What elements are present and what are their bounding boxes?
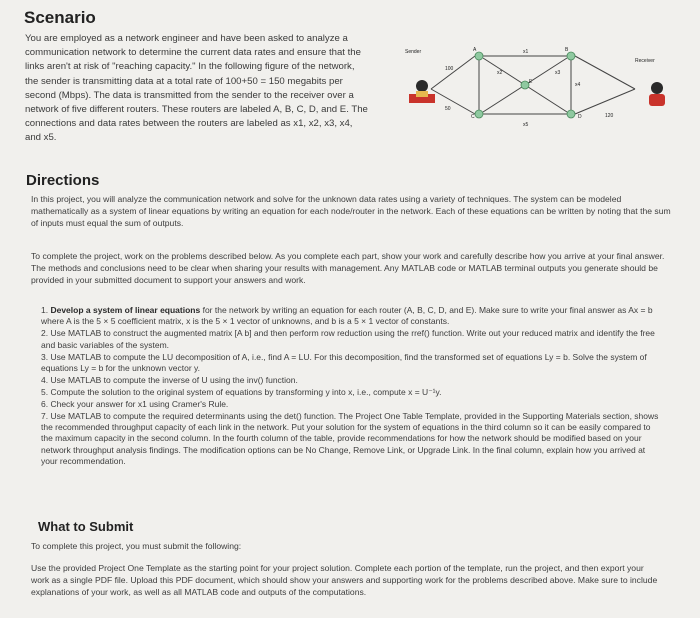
router-a-icon xyxy=(475,52,483,60)
link-x2: x2 xyxy=(497,70,503,76)
rate-top: 100 xyxy=(445,66,454,72)
step-item xyxy=(41,411,661,468)
router-b-icon xyxy=(567,52,575,60)
router-c-label: C xyxy=(471,114,475,120)
steps-list xyxy=(41,305,661,468)
step-text: Use MATLAB to compute the inverse of U using the inv() function. xyxy=(50,374,298,385)
step-number: 2. xyxy=(41,328,49,339)
submit-paragraph-1: To complete this project, you must submit the following: xyxy=(31,541,242,551)
step-text: Use MATLAB to construct the augmented matrix [A b] and then perform row reduction using the rref() function. Write out your reduced matrix and identify the free and basic variables of the system. xyxy=(41,328,655,350)
router-d-icon xyxy=(567,110,575,118)
step-number: 7. xyxy=(41,410,49,421)
rate-out: 120 xyxy=(605,113,614,119)
router-c-icon xyxy=(475,110,483,118)
network-diagram xyxy=(395,44,675,134)
link-x4: x4 xyxy=(575,82,581,88)
link-x3: x3 xyxy=(555,70,561,76)
submit-paragraph-2: Use the provided Project One Template as the starting point for your project solution. Complete each portion of the template, run the project, and then export your work as a single PDF file. Upload this PDF document, which should show your answers and supporting work for the problems described above. Make sure to include explanations of your work, as well as all MATLAB code and outputs of the computations. xyxy=(31,563,658,598)
step-item xyxy=(41,352,661,375)
submit-heading: What to Submit xyxy=(38,519,134,534)
step-number: 1. xyxy=(41,305,49,315)
step-item xyxy=(41,375,661,386)
link-x1: x1 xyxy=(523,49,529,55)
router-e-icon xyxy=(521,81,529,89)
step-item xyxy=(41,328,661,351)
link-x5: x5 xyxy=(523,122,529,128)
step-number: 5. xyxy=(41,386,49,397)
step-text: Check your answer for x1 using Cramer's Rule. xyxy=(50,398,229,409)
directions-paragraph-2: To complete the project, work on the problems described below. As you complete each part, show your work and carefully describe how you arrive at your final answer. The methods and conclusions need to be clear when sharing your results with management. Any MATLAB code or MATLAB terminal outputs you generate should be provided in your submitted document to support your answers and work. xyxy=(31,251,665,286)
step-text: for the network by writing an equation for each router (A, B, C, D, and E). Make sure to write your final answer as Ax = b where A is the 5 × 5 coefficient matrix, x is the 5 × 1 vector of unknowns, and b is a 5 × 1 vector of constants. xyxy=(41,305,653,327)
directions-heading: Directions xyxy=(26,172,100,189)
router-a-label: A xyxy=(473,47,477,53)
scenario-paragraph: You are employed as a network engineer and have been asked to analyze a communication network to determine the current data rates and ensure that the links aren't at risk of "reaching capacity." In the following figure of the network, the sender is transmitting data at a total rate of 100+50 = 150 megabits per second (Mbps). The data is transmitted from the sender to the receiver over a network of five different routers. These routers are labeled A, B, C, D, and E. The connections and data rates between the routers are labeled as x1, x2, x3, x4, and x5. xyxy=(25,33,368,144)
receiver-icon xyxy=(649,82,665,106)
step-number: 4. xyxy=(41,374,49,385)
step-item xyxy=(41,387,661,398)
rate-bottom: 50 xyxy=(445,106,451,112)
scenario-heading: Scenario xyxy=(24,8,96,27)
receiver-label: Receiver xyxy=(635,58,655,64)
step-number: 6. xyxy=(41,398,49,409)
sender-icon xyxy=(409,80,435,103)
step-text: Compute the solution to the original system of equations by transforming y into x, i.e., compute x = U⁻¹y. xyxy=(50,386,442,397)
step-item xyxy=(41,399,661,410)
directions-paragraph-1: In this project, you will analyze the communication network and solve for the unknown data rates using a variety of techniques. The system can be modeled mathematically as a system of linear equations by writing an equation for each node/router in the network. Each of these equations can be written by noting that the sum of inputs must equal the sum of outputs. xyxy=(31,194,671,229)
sender-label: Sender xyxy=(405,49,422,55)
router-e-label: E xyxy=(529,79,533,85)
router-b-label: B xyxy=(565,47,569,53)
step-item xyxy=(41,305,661,328)
step-text: Use MATLAB to compute the required determinants using the det() function. The Project One Table Template, provided in the Supporting Materials section, shows the recommended throughput capacity of each link in the network. Put your solution for the system of equations in the third column so it can be easily compared to the maximum capacity in the second column. In the fourth column of the table, provide recommendations for how the network should be modified based on your network throughput analysis findings. The modification options can be No Change, Remove Link, or Upgrade Link. In the final column, explain how you arrived at your recommendation. xyxy=(41,410,659,467)
router-d-label: D xyxy=(578,114,582,120)
step-number: 3. xyxy=(41,351,49,362)
step-text: Use MATLAB to compute the LU decomposition of A, i.e., find A = LU. For this decomposition, find the transformed set of equations Ly = b. Solve the system of equations Ly = b for the unknown vector y. xyxy=(41,351,647,374)
step-bold: Develop a system of linear equations xyxy=(50,305,201,315)
